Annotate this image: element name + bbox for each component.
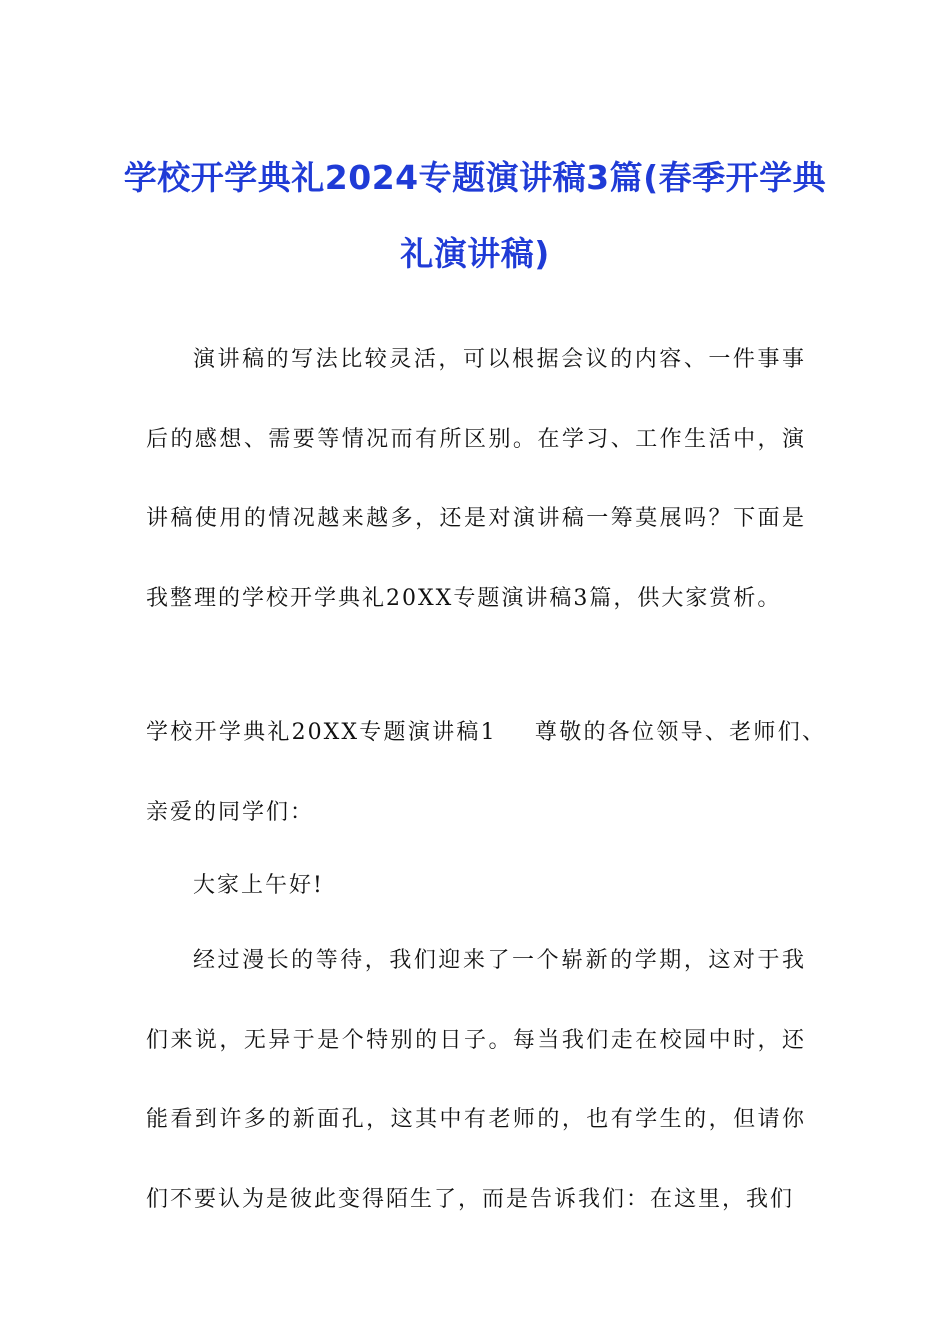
greeting-paragraph: 大家上午好! [193,873,324,898]
document-title: 学校开学典礼2024专题演讲稿3篇(春季开学典礼演讲稿) [123,158,827,274]
salutation: 尊敬的各位领导、老师们、亲爱的同学们： [146,720,826,825]
section-paragraph [146,693,826,852]
intro-paragraph: 演讲稿的写法比较灵活，可以根据会议的内容、一件事事后的感想、需要等情况而有所区别。在学习、工作生活中，演讲稿使用的情况越来越多，还是对演讲稿一筹莫展吗？下面是我整理的学校开学典礼20XX专题演讲稿3篇，供大家赏析。 [146,347,806,611]
body-paragraph: 经过漫长的等待，我们迎来了一个崭新的学期，这对于我们来说，无异于是个特别的日子。每当我们走在校园中时，还能看到许多的新面孔，这其中有老师的，也有学生的，但请你们不要认为是彼此变得陌生了，而是告诉我们：在这里，我们 [146,948,806,1212]
section-heading: 学校开学典礼20XX专题演讲稿1 [146,720,497,745]
